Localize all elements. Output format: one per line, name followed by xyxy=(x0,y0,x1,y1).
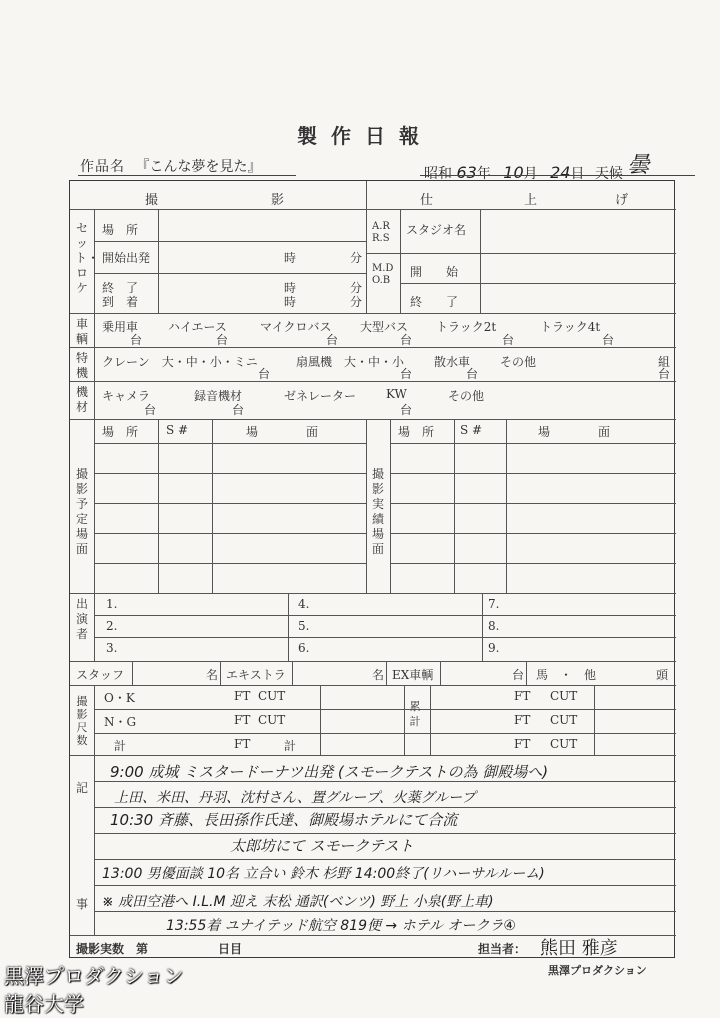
note-line-2: 上田、米田、丹羽、沈村さん、置グループ、火薬グループ xyxy=(114,790,476,806)
cast-label: 出演者 xyxy=(75,597,88,641)
report-date: 昭和 63年 10月 24日 天候 曇 xyxy=(424,153,650,182)
work-value: 『こんな夢を見た』 xyxy=(135,159,262,175)
note-line-5: 13:00 男優面談 10名 立合い 鈴木 杉野 14:00終了(リハーサルルーム) xyxy=(102,866,545,882)
shooting-days-label: 撮影実数 第 xyxy=(76,942,149,956)
planned-scenes-label: 撮影予定場面 xyxy=(75,467,88,556)
work-label: 作品名 xyxy=(80,159,125,175)
equipment-label: 機材 xyxy=(75,385,88,414)
work-underline xyxy=(78,175,296,176)
notes-label-bottom: 事 xyxy=(75,897,88,911)
report-title: 製作日報 xyxy=(297,124,433,148)
person-label: 担当者： xyxy=(478,942,527,956)
film-label: 撮影尺数 xyxy=(76,695,88,747)
notes-label-top: 記 xyxy=(75,781,88,795)
note-line-7: 13:55着 ユナイテッド航空 819便 → ホテル オークラ④ xyxy=(166,918,516,934)
note-line-1: 9:00 成城 ミスタードーナツ出発 (スモークテストの為 御殿場へ) xyxy=(110,763,549,781)
special-label: 特機 xyxy=(75,351,88,380)
actual-scenes-label: 撮影実績場面 xyxy=(371,467,384,556)
note-line-6: ※ 成田空港へ I.L.M 迎え 末松 通訳(ベンツ) 野上 小泉(野上車) xyxy=(102,894,494,910)
person-name: 熊田 雅彦 xyxy=(540,938,618,959)
report-form-grid: 撮 影 仕 上 げ セット・ロケ 場 所 開始出発 時 分 終 了 到 着 時 分 時 分 A.R R.S M.D O.B スタジオ名 開 始 終 了 車輌 乗用車 ハイエース マイクロバス 大型バス トラック2t トラック4t 台 台 台 台 台 台 特機 クレーン 大・中・小・ミニ 扇風機 大・中・小 散水車 その他 組 台 台 台 台 機材 キャメラ 録音機材 ゼネレーター KW その他 台 台 台 場 所 S # 場 面 場 所 S # 場 面 撮影予定場面 撮影実績場面 出演者 1. 2. 3. 4. 5. 6. 7. 8. 9. スタッフ 名 エキストラ 名 EX車輌 台 馬 ・ 他 頭 撮影尺数 O・K N・G 計 FT CUT FT CUT FT 計 累計 FT CUT FT CUT FT CUT 記 事 9:00 成城 ミスタードーナツ出発 (スモークテストの為 御殿場へ) 上田、米田、丹羽、沈村さん、置グループ、火薬グループ 10:30 斉藤、長田孫作氏達、御殿場ホテルにて合流 太郎坊にて スモークテスト 13:00 男優面談 10名 立合い 鈴木 杉野 14:00終了(リハーサルルーム) ※ 成田空港へ I.L.M 迎え 末松 通訳(ベンツ) 野上 小泉(野上車) 13:55着 ユナイテッド航空 819便 → ホテル オークラ④ 撮影実数 第 日目 担当者： 熊田 雅彦 xyxy=(69,180,675,958)
watermark-line-1: 黒澤プロダクション xyxy=(4,964,184,988)
watermark-line-2: 龍谷大学 xyxy=(4,992,84,1016)
note-line-3: 10:30 斉藤、長田孫作氏達、御殿場ホテルにて合流 xyxy=(110,811,458,829)
work-title xyxy=(80,156,261,176)
weather-value: 曇 xyxy=(627,153,650,178)
set-loca-label: セット・ロケ xyxy=(75,221,100,295)
note-line-4: 太郎坊にて スモークテスト xyxy=(230,837,414,855)
date-underline xyxy=(420,175,695,176)
vehicles-label: 車輌 xyxy=(75,317,88,346)
cumulative-label: 累計 xyxy=(409,700,421,728)
company-name: 黒澤プロダクション xyxy=(548,964,647,977)
